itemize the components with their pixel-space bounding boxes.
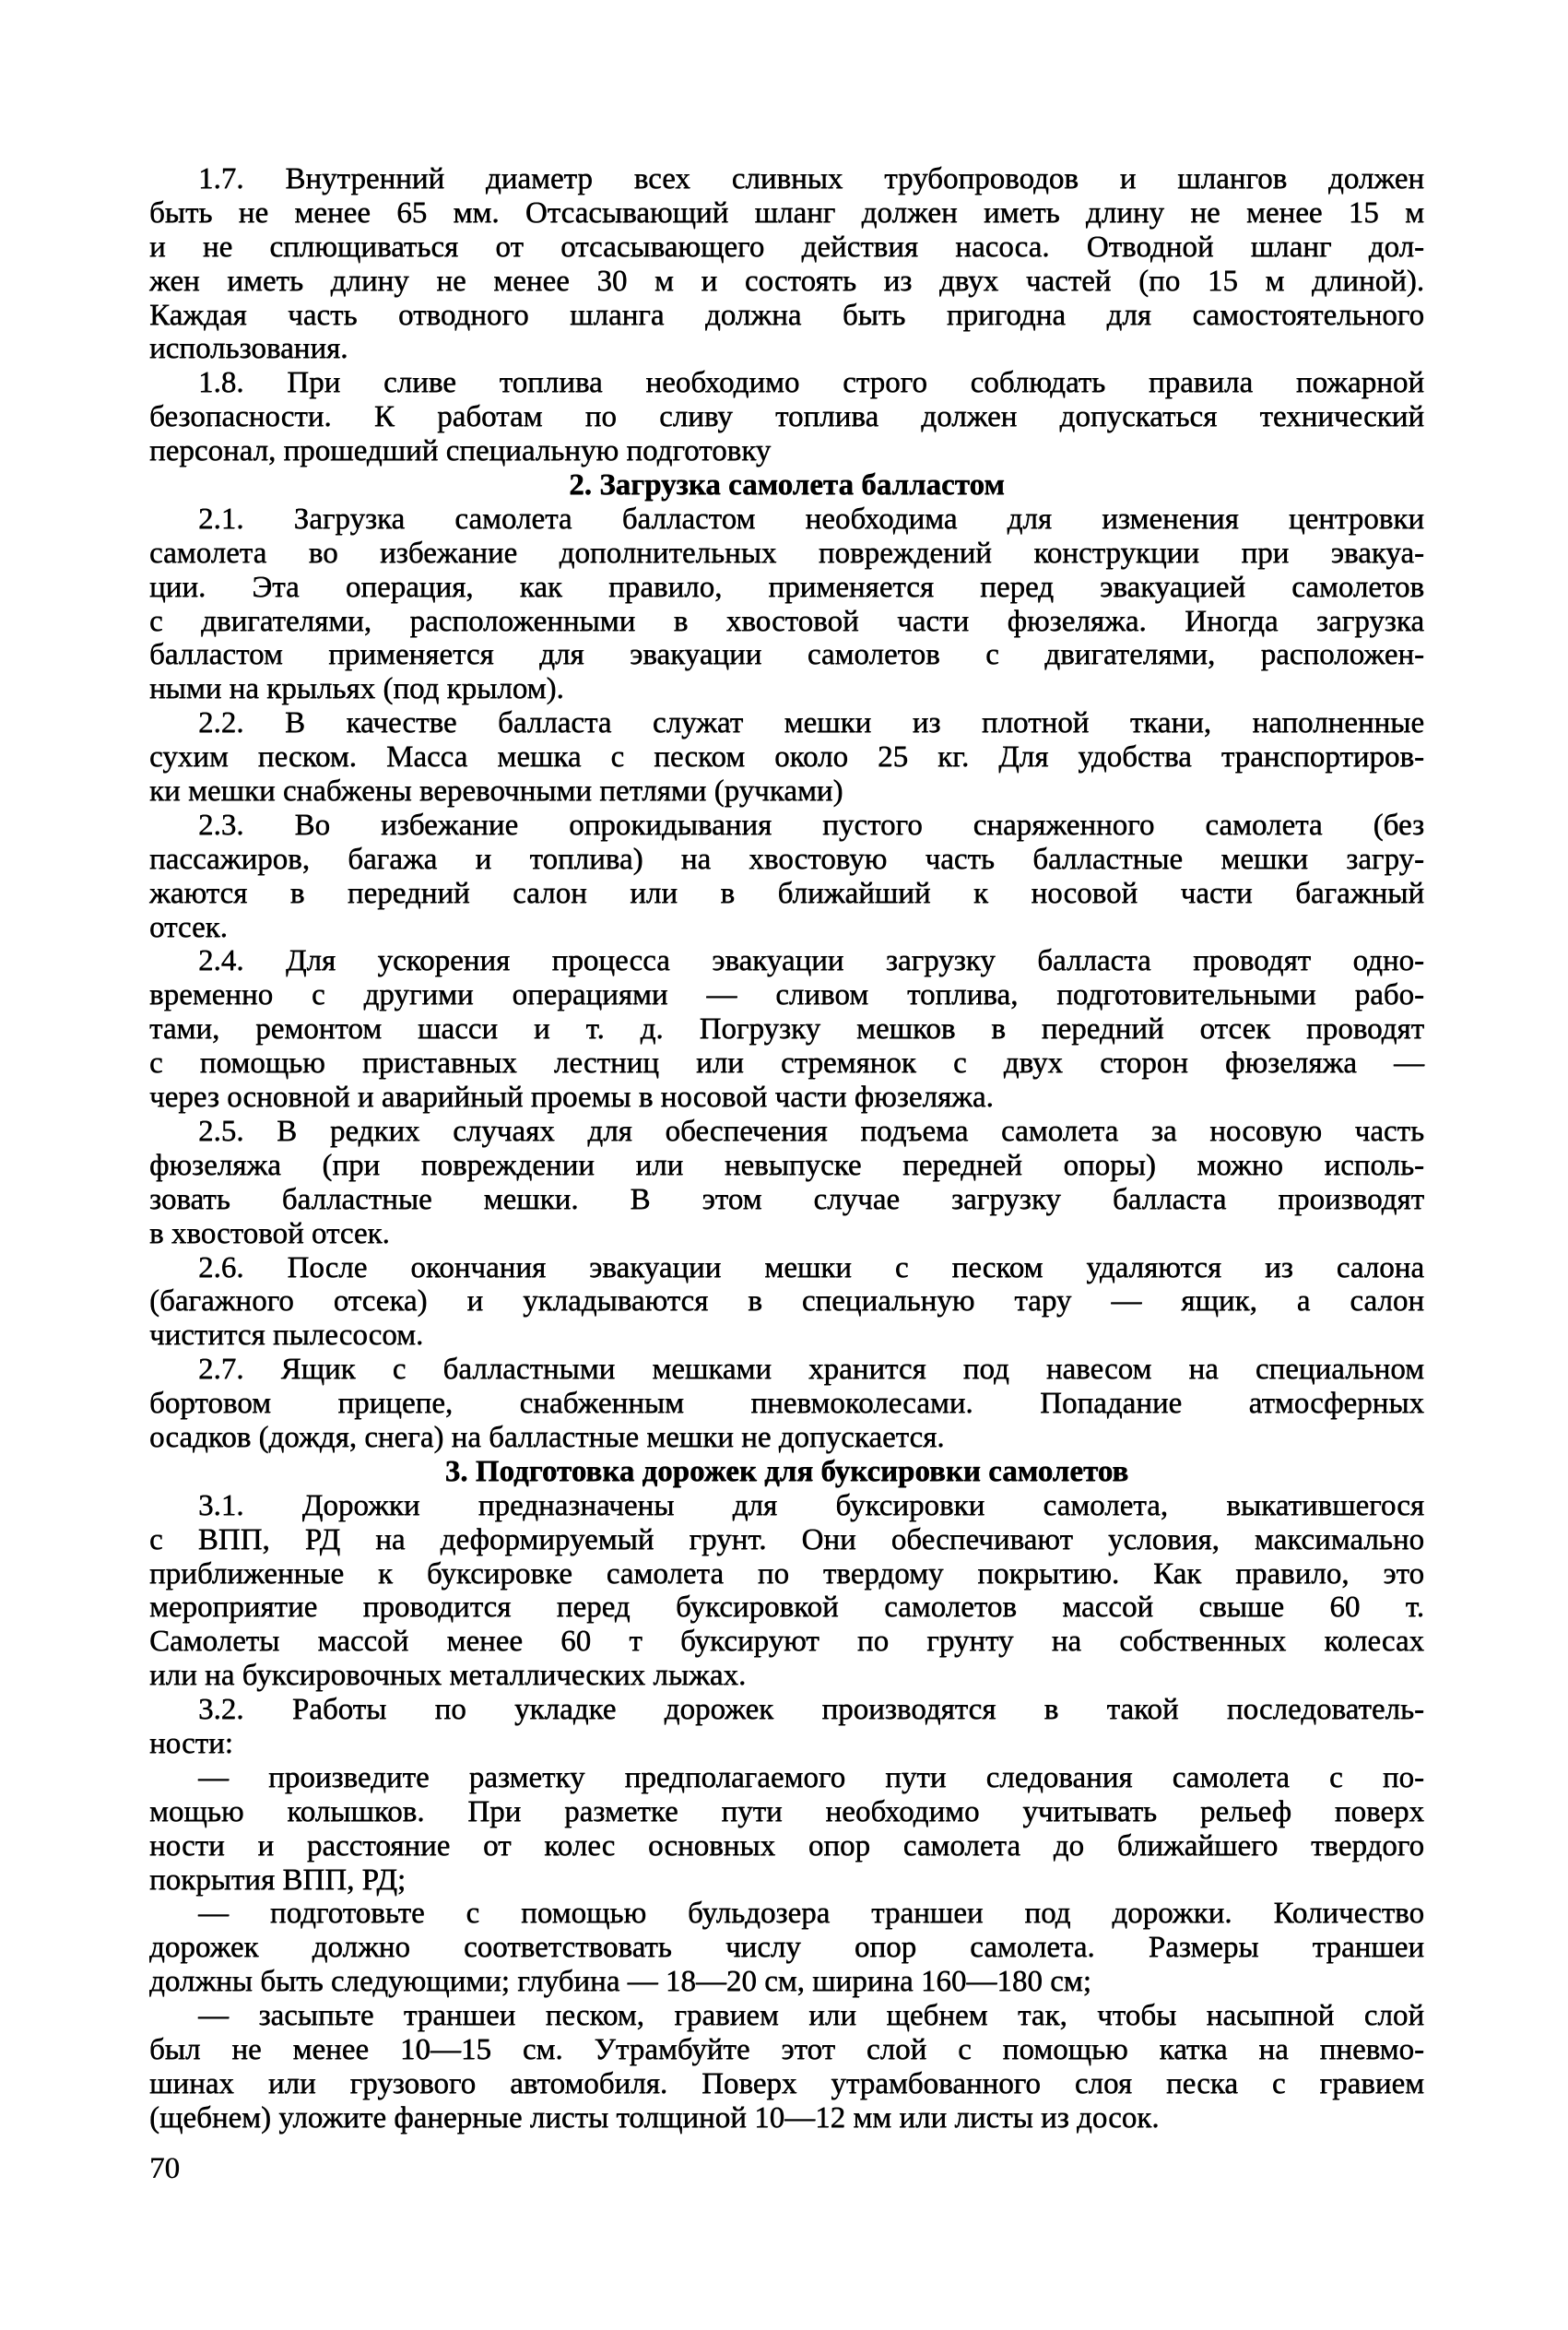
paragraph (149, 162, 1424, 366)
paragraph (149, 1353, 1424, 1455)
text-line: покрытия ВПП, РД; (149, 1863, 407, 1897)
text-line: в хвостовой отсек. (149, 1216, 390, 1250)
text-line: 2.7. Ящик с балластными мешками хранится под навесом на специальном (198, 1353, 1424, 1387)
text-line: ности: (149, 1726, 233, 1760)
paragraph (149, 1999, 1424, 2135)
paragraph (149, 809, 1424, 945)
text-line: ки мешки снабжены веревочными петлями (ручками) (149, 775, 843, 809)
text-line: жен иметь длину не менее 30 м и состоять из двух частей (по 15 м длиной). (149, 264, 1424, 298)
paragraph (149, 706, 1424, 809)
text-line: балластом применяется для эвакуации самолетов с двигателями, расположен- (149, 638, 1424, 672)
text-line: 2.6. После окончания эвакуации мешки с песком удаляются из салона (198, 1250, 1424, 1284)
paragraph (149, 366, 1424, 468)
section-heading: 3. Подготовка дорожек для буксировки самолетов (444, 1454, 1129, 1488)
text-line: 3.2. Работы по укладке дорожек производятся в такой последователь- (198, 1693, 1424, 1727)
text-line: 2.1. Загрузка самолета балластом необходима для изменения центровки (198, 502, 1424, 536)
text-line: мероприятие проводится перед буксировкой самолетов массой свыше 60 т. (149, 1591, 1424, 1625)
text-line: ности и расстояние от колес основных опор самолета до ближайшего твердого (149, 1828, 1424, 1863)
text-line: (багажного отсека) и укладываются в специальную тару — ящик, а салон (149, 1284, 1424, 1319)
page-body (149, 162, 1424, 2135)
text-line: — засыпьте траншеи песком, гравием или щебнем так, чтобы насыпной слой (198, 1999, 1424, 2033)
text-line: 3.1. Дорожки предназначены для буксировки самолета, выкатившегося (198, 1488, 1424, 1522)
text-line: временно с другими операциями — сливом топлива, подготовительными рабо- (149, 978, 1424, 1012)
section-heading: 2. Загрузка самолета балластом (569, 468, 1005, 503)
text-line: мощью колышков. При разметке пути необходимо учитывать рельеф поверх (149, 1794, 1424, 1828)
text-line: 2.5. В редких случаях для обеспечения подъема самолета за носовую часть (198, 1114, 1424, 1148)
paragraph (149, 944, 1424, 1114)
text-line: зовать балластные мешки. В этом случае загрузку балласта производят (149, 1182, 1424, 1216)
text-line: ции. Эта операция, как правило, применяется перед эвакуацией самолетов (149, 570, 1424, 604)
text-line: жаются в передний салон или в ближайший к носовой части багажный (149, 876, 1424, 910)
text-line: бортовом прицепе, снабженным пневмоколесами. Попадание атмосферных (149, 1387, 1424, 1421)
text-line: с двигателями, расположенными в хвостовой части фюзеляжа. Иногда загрузка (149, 604, 1424, 638)
text-line: 2.2. В качестве балласта служат мешки из плотной ткани, наполненные (198, 706, 1424, 740)
text-line: — подготовьте с помощью бульдозера траншеи под дорожки. Количество (198, 1897, 1424, 1931)
paragraph (149, 1115, 1424, 1251)
text-line: тами, ремонтом шасси и т. д. Погрузку мешков в передний отсек проводят (149, 1012, 1424, 1047)
text-line: быть не менее 65 мм. Отсасывающий шланг должен иметь длину не менее 15 м (149, 195, 1424, 230)
text-line: сухим песком. Масса мешка с песком около 25 кг. Для удобства транспортиров- (149, 740, 1424, 775)
text-line: дорожек должно соответствовать числу опор самолета. Размеры траншеи (149, 1931, 1424, 1965)
text-line: Каждая часть отводного шланга должна быть пригодна для самостоятельного (149, 298, 1424, 332)
paragraph (149, 1251, 1424, 1354)
text-line: или на буксировочных металлических лыжах. (149, 1659, 747, 1693)
text-line: Самолеты массой менее 60 т буксируют по грунту на собственных колесах (149, 1625, 1424, 1659)
text-line: шинах или грузового автомобиля. Поверх утрамбованного слоя песка с гравием (149, 2066, 1424, 2100)
paragraph (149, 1897, 1424, 1999)
text-line: персонал, прошедший специальную подготовку (149, 434, 772, 468)
text-line: ными на крыльях (под крылом). (149, 672, 564, 706)
text-line: 1.7. Внутренний диаметр всех сливных трубопроводов и шлангов должен (198, 162, 1424, 195)
text-line: должны быть следующими; глубина — 18—20 см, ширина 160—180 см; (149, 1965, 1091, 1999)
text-line: был не менее 10—15 см. Утрамбуйте этот слой с помощью катка на пневмо- (149, 2032, 1424, 2066)
text-line: с помощью приставных лестниц или стремянок с двух сторон фюзеляжа — (149, 1047, 1424, 1081)
text-line: отсек. (149, 910, 228, 944)
text-line: 2.4. Для ускорения процесса эвакуации загрузку балласта проводят одно- (198, 944, 1424, 978)
paragraph (149, 503, 1424, 706)
text-line: осадков (дождя, снега) на балластные мешки не допускается. (149, 1420, 945, 1454)
text-line: чистится пылесосом. (149, 1319, 424, 1353)
text-line: 2.3. Во избежание опрокидывания пустого снаряженного самолета (без (198, 808, 1424, 842)
text-line: использования. (149, 332, 348, 366)
text-line: и не сплющиваться от отсасывающего действия насоса. Отводной шланг дол- (149, 230, 1424, 264)
paragraph (149, 1761, 1424, 1898)
text-line: безопасности. К работам по сливу топлива должен допускаться технический (149, 400, 1424, 434)
text-line: — произведите разметку предполагаемого пути следования самолета с по- (198, 1760, 1424, 1794)
text-line: через основной и аварийный проемы в носовой части фюзеляжа. (149, 1081, 994, 1115)
text-line: (щебнем) уложите фанерные листы толщиной 10—12 мм или листы из досок. (149, 2100, 1160, 2135)
text-line: пассажиров, багажа и топлива) на хвостовую часть балластные мешки загру- (149, 842, 1424, 876)
text-line: самолета во избежание дополнительных повреждений конструкции при эвакуа- (149, 536, 1424, 570)
paragraph (149, 1693, 1424, 1761)
text-line: с ВПП, РД на деформируемый грунт. Они обеспечивают условия, максимально (149, 1522, 1424, 1556)
text-line: приближенные к буксировке самолета по твердому покрытию. Как правило, это (149, 1556, 1424, 1591)
paragraph (149, 1489, 1424, 1693)
page-number: 70 (149, 2152, 180, 2185)
text-line: фюзеляжа (при повреждении или невыпуске передней опоры) можно исполь- (149, 1148, 1424, 1182)
text-line: 1.8. При сливе топлива необходимо строго соблюдать правила пожарной (198, 366, 1424, 400)
